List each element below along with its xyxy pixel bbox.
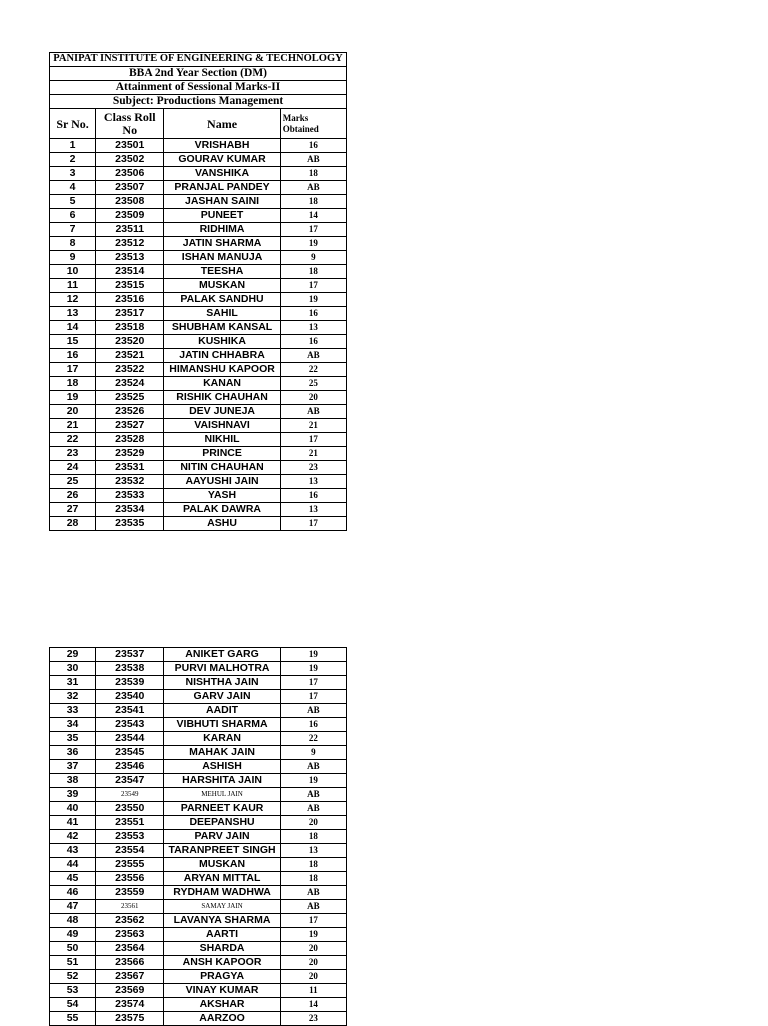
- name-cell: PRAGYA: [164, 970, 280, 984]
- marks-cell: 20: [280, 970, 346, 984]
- roll-no-cell: 23556: [96, 872, 164, 886]
- marks-cell: 13: [280, 321, 346, 335]
- sr-no-cell: 50: [50, 942, 96, 956]
- marks-cell: 20: [280, 942, 346, 956]
- sr-no-cell: 36: [50, 746, 96, 760]
- name-cell: DEV JUNEJA: [164, 405, 280, 419]
- marks-cell: 21: [280, 419, 346, 433]
- table-row: [50, 167, 347, 181]
- sr-no-cell: 22: [50, 433, 96, 447]
- marks-cell: 17: [280, 433, 346, 447]
- table-row: [50, 251, 347, 265]
- sr-no-cell: 37: [50, 760, 96, 774]
- roll-no-cell: 23541: [96, 704, 164, 718]
- sheet-title: Attainment of Sessional Marks-II: [50, 81, 347, 95]
- table-row: [50, 816, 347, 830]
- name-cell: NITIN CHAUHAN: [164, 461, 280, 475]
- name-cell: JASHAN SAINI: [164, 195, 280, 209]
- marks-table-part-2: [49, 647, 347, 1026]
- roll-no-cell: 23566: [96, 956, 164, 970]
- table-row: [50, 956, 347, 970]
- marks-cell: 9: [280, 251, 346, 265]
- table-row: [50, 517, 347, 531]
- roll-no-cell: 23501: [96, 139, 164, 153]
- subject-name: Subject: Productions Management: [50, 95, 347, 109]
- sr-no-cell: 39: [50, 788, 96, 802]
- table-row: [50, 872, 347, 886]
- name-cell: DEEPANSHU: [164, 816, 280, 830]
- table-row: [50, 914, 347, 928]
- sr-no-cell: 33: [50, 704, 96, 718]
- name-cell: NIKHIL: [164, 433, 280, 447]
- roll-no-cell: 23575: [96, 1012, 164, 1026]
- sr-no-cell: 20: [50, 405, 96, 419]
- roll-no-cell: 23526: [96, 405, 164, 419]
- name-cell: JATIN SHARMA: [164, 237, 280, 251]
- table-row: [50, 802, 347, 816]
- sr-no-cell: 29: [50, 648, 96, 662]
- marks-cell: 11: [280, 984, 346, 998]
- marks-cell: AB: [280, 181, 346, 195]
- table-row: [50, 475, 347, 489]
- marks-cell: 22: [280, 732, 346, 746]
- table-row: [50, 405, 347, 419]
- name-cell: ISHAN MANUJA: [164, 251, 280, 265]
- marks-cell: 22: [280, 363, 346, 377]
- name-cell: VRISHABH: [164, 139, 280, 153]
- marks-cell: 17: [280, 676, 346, 690]
- marks-cell: AB: [280, 886, 346, 900]
- roll-no-cell: 23563: [96, 928, 164, 942]
- marks-cell: 21: [280, 447, 346, 461]
- roll-no-cell: 23516: [96, 293, 164, 307]
- name-cell: AADIT: [164, 704, 280, 718]
- sr-no-cell: 18: [50, 377, 96, 391]
- marks-cell: 16: [280, 307, 346, 321]
- name-cell: SHUBHAM KANSAL: [164, 321, 280, 335]
- col-header-name: Name: [164, 109, 280, 139]
- table-row: [50, 153, 347, 167]
- marks-cell: 18: [280, 830, 346, 844]
- roll-no-cell: 23539: [96, 676, 164, 690]
- table-row: [50, 209, 347, 223]
- table-row: [50, 788, 347, 802]
- table-row: [50, 732, 347, 746]
- sr-no-cell: 5: [50, 195, 96, 209]
- name-cell: HIMANSHU KAPOOR: [164, 363, 280, 377]
- sr-no-cell: 23: [50, 447, 96, 461]
- name-cell: TARANPREET SINGH: [164, 844, 280, 858]
- table-row: [50, 377, 347, 391]
- sr-no-cell: 51: [50, 956, 96, 970]
- table-row: [50, 998, 347, 1012]
- sr-no-cell: 47: [50, 900, 96, 914]
- roll-no-cell: 23561: [96, 900, 164, 914]
- sr-no-cell: 17: [50, 363, 96, 377]
- table-row: [50, 760, 347, 774]
- roll-no-cell: 23508: [96, 195, 164, 209]
- marks-cell: 23: [280, 1012, 346, 1026]
- name-cell: AKSHAR: [164, 998, 280, 1012]
- marks-cell: 19: [280, 237, 346, 251]
- table-row: [50, 942, 347, 956]
- marks-cell: 14: [280, 209, 346, 223]
- marks-cell: 9: [280, 746, 346, 760]
- marks-cell: AB: [280, 349, 346, 363]
- sr-no-cell: 1: [50, 139, 96, 153]
- roll-no-cell: 23537: [96, 648, 164, 662]
- marks-cell: 13: [280, 503, 346, 517]
- table-row: [50, 886, 347, 900]
- sr-no-cell: 42: [50, 830, 96, 844]
- marks-cell: AB: [280, 802, 346, 816]
- name-cell: MUSKAN: [164, 858, 280, 872]
- roll-no-cell: 23533: [96, 489, 164, 503]
- marks-cell: 17: [280, 517, 346, 531]
- marks-cell: 19: [280, 293, 346, 307]
- name-cell: AARZOO: [164, 1012, 280, 1026]
- name-cell: PRINCE: [164, 447, 280, 461]
- table-row: [50, 335, 347, 349]
- table-row: [50, 503, 347, 517]
- sr-no-cell: 54: [50, 998, 96, 1012]
- class-section: BBA 2nd Year Section (DM): [50, 67, 347, 81]
- table-row: [50, 363, 347, 377]
- sr-no-cell: 13: [50, 307, 96, 321]
- roll-no-cell: 23551: [96, 816, 164, 830]
- table-row: [50, 662, 347, 676]
- sr-no-cell: 24: [50, 461, 96, 475]
- name-cell: NISHTHA JAIN: [164, 676, 280, 690]
- name-cell: MUSKAN: [164, 279, 280, 293]
- name-cell: VAISHNAVI: [164, 419, 280, 433]
- col-header-sr-no: Sr No.: [50, 109, 96, 139]
- name-cell: GARV JAIN: [164, 690, 280, 704]
- table-row: [50, 139, 347, 153]
- marks-cell: 19: [280, 928, 346, 942]
- sr-no-cell: 49: [50, 928, 96, 942]
- marks-cell: 16: [280, 489, 346, 503]
- table-row: [50, 970, 347, 984]
- table-row: [50, 984, 347, 998]
- name-cell: ASHISH: [164, 760, 280, 774]
- name-cell: PALAK SANDHU: [164, 293, 280, 307]
- marks-cell: 13: [280, 844, 346, 858]
- sr-no-cell: 8: [50, 237, 96, 251]
- roll-no-cell: 23521: [96, 349, 164, 363]
- roll-no-cell: 23567: [96, 970, 164, 984]
- name-cell: TEESHA: [164, 265, 280, 279]
- roll-no-cell: 23564: [96, 942, 164, 956]
- name-cell: RISHIK CHAUHAN: [164, 391, 280, 405]
- sr-no-cell: 28: [50, 517, 96, 531]
- roll-no-cell: 23534: [96, 503, 164, 517]
- name-cell: KANAN: [164, 377, 280, 391]
- roll-no-cell: 23554: [96, 844, 164, 858]
- marks-cell: AB: [280, 900, 346, 914]
- sr-no-cell: 10: [50, 265, 96, 279]
- table-row: [50, 391, 347, 405]
- marks-cell: 20: [280, 391, 346, 405]
- name-cell: GOURAV KUMAR: [164, 153, 280, 167]
- sr-no-cell: 53: [50, 984, 96, 998]
- sr-no-cell: 19: [50, 391, 96, 405]
- marks-cell: 20: [280, 956, 346, 970]
- sr-no-cell: 6: [50, 209, 96, 223]
- roll-no-cell: 23524: [96, 377, 164, 391]
- roll-no-cell: 23538: [96, 662, 164, 676]
- marks-cell: 14: [280, 998, 346, 1012]
- table-row: [50, 830, 347, 844]
- sr-no-cell: 26: [50, 489, 96, 503]
- table-row: [50, 844, 347, 858]
- name-cell: PUNEET: [164, 209, 280, 223]
- roll-no-cell: 23569: [96, 984, 164, 998]
- roll-no-cell: 23512: [96, 237, 164, 251]
- sr-no-cell: 52: [50, 970, 96, 984]
- marks-cell: 17: [280, 914, 346, 928]
- roll-no-cell: 23506: [96, 167, 164, 181]
- marks-table-part-1: [49, 52, 347, 531]
- name-cell: SHARDA: [164, 942, 280, 956]
- roll-no-cell: 23525: [96, 391, 164, 405]
- marks-cell: 18: [280, 265, 346, 279]
- roll-no-cell: 23520: [96, 335, 164, 349]
- sr-no-cell: 4: [50, 181, 96, 195]
- name-cell: PARNEET KAUR: [164, 802, 280, 816]
- marks-cell: AB: [280, 405, 346, 419]
- sr-no-cell: 41: [50, 816, 96, 830]
- roll-no-cell: 23532: [96, 475, 164, 489]
- roll-no-cell: 23549: [96, 788, 164, 802]
- sr-no-cell: 43: [50, 844, 96, 858]
- name-cell: RIDHIMA: [164, 223, 280, 237]
- name-cell: VANSHIKA: [164, 167, 280, 181]
- table-row: [50, 279, 347, 293]
- marks-cell: AB: [280, 153, 346, 167]
- sr-no-cell: 21: [50, 419, 96, 433]
- marks-cell: 19: [280, 662, 346, 676]
- col-header-marks-obtained: Marks Obtained: [280, 109, 346, 139]
- marks-cell: 17: [280, 690, 346, 704]
- name-cell: ANIKET GARG: [164, 648, 280, 662]
- sr-no-cell: 45: [50, 872, 96, 886]
- table-row: [50, 349, 347, 363]
- table-row: [50, 858, 347, 872]
- sr-no-cell: 40: [50, 802, 96, 816]
- name-cell: AARTI: [164, 928, 280, 942]
- name-cell: PALAK DAWRA: [164, 503, 280, 517]
- marks-cell: 18: [280, 195, 346, 209]
- sr-no-cell: 9: [50, 251, 96, 265]
- table-row: [50, 419, 347, 433]
- table-row: [50, 704, 347, 718]
- roll-no-cell: 23531: [96, 461, 164, 475]
- name-cell: MAHAK JAIN: [164, 746, 280, 760]
- table-row: [50, 746, 347, 760]
- sr-no-cell: 34: [50, 718, 96, 732]
- marks-cell: 20: [280, 816, 346, 830]
- sr-no-cell: 30: [50, 662, 96, 676]
- name-cell: LAVANYA SHARMA: [164, 914, 280, 928]
- table-row: [50, 223, 347, 237]
- name-cell: PARV JAIN: [164, 830, 280, 844]
- sr-no-cell: 14: [50, 321, 96, 335]
- marks-cell: 19: [280, 774, 346, 788]
- marks-cell: 18: [280, 872, 346, 886]
- sr-no-cell: 55: [50, 1012, 96, 1026]
- sr-no-cell: 48: [50, 914, 96, 928]
- roll-no-cell: 23540: [96, 690, 164, 704]
- roll-no-cell: 23527: [96, 419, 164, 433]
- sr-no-cell: 31: [50, 676, 96, 690]
- name-cell: MEHUL JAIN: [164, 788, 280, 802]
- name-cell: VINAY KUMAR: [164, 984, 280, 998]
- roll-no-cell: 23559: [96, 886, 164, 900]
- name-cell: YASH: [164, 489, 280, 503]
- roll-no-cell: 23543: [96, 718, 164, 732]
- roll-no-cell: 23550: [96, 802, 164, 816]
- table-row: [50, 447, 347, 461]
- roll-no-cell: 23547: [96, 774, 164, 788]
- sr-no-cell: 15: [50, 335, 96, 349]
- name-cell: PRANJAL PANDEY: [164, 181, 280, 195]
- roll-no-cell: 23546: [96, 760, 164, 774]
- sr-no-cell: 27: [50, 503, 96, 517]
- name-cell: ASHU: [164, 517, 280, 531]
- table-row: [50, 195, 347, 209]
- sr-no-cell: 38: [50, 774, 96, 788]
- table-row: [50, 237, 347, 251]
- sr-no-cell: 35: [50, 732, 96, 746]
- sr-no-cell: 3: [50, 167, 96, 181]
- name-cell: KARAN: [164, 732, 280, 746]
- roll-no-cell: 23502: [96, 153, 164, 167]
- sr-no-cell: 11: [50, 279, 96, 293]
- table-row: [50, 928, 347, 942]
- name-cell: JATIN CHHABRA: [164, 349, 280, 363]
- name-cell: ARYAN MITTAL: [164, 872, 280, 886]
- marks-cell: 16: [280, 335, 346, 349]
- roll-no-cell: 23507: [96, 181, 164, 195]
- name-cell: SAHIL: [164, 307, 280, 321]
- table-row: [50, 676, 347, 690]
- marks-cell: AB: [280, 788, 346, 802]
- roll-no-cell: 23562: [96, 914, 164, 928]
- marks-cell: 18: [280, 858, 346, 872]
- roll-no-cell: 23535: [96, 517, 164, 531]
- table-row: [50, 648, 347, 662]
- roll-no-cell: 23518: [96, 321, 164, 335]
- col-header-class-roll-no: Class Roll No: [96, 109, 164, 139]
- table-row: [50, 321, 347, 335]
- name-cell: PURVI MALHOTRA: [164, 662, 280, 676]
- table-row: [50, 293, 347, 307]
- roll-no-cell: 23574: [96, 998, 164, 1012]
- marks-cell: AB: [280, 704, 346, 718]
- roll-no-cell: 23555: [96, 858, 164, 872]
- table-row: [50, 489, 347, 503]
- roll-no-cell: 23509: [96, 209, 164, 223]
- sr-no-cell: 32: [50, 690, 96, 704]
- table-row: [50, 718, 347, 732]
- sr-no-cell: 46: [50, 886, 96, 900]
- roll-no-cell: 23514: [96, 265, 164, 279]
- table-row: [50, 265, 347, 279]
- table-row: [50, 1012, 347, 1026]
- roll-no-cell: 23517: [96, 307, 164, 321]
- roll-no-cell: 23513: [96, 251, 164, 265]
- name-cell: SAMAY JAIN: [164, 900, 280, 914]
- name-cell: RYDHAM WADHWA: [164, 886, 280, 900]
- sr-no-cell: 12: [50, 293, 96, 307]
- marks-cell: 17: [280, 279, 346, 293]
- roll-no-cell: 23545: [96, 746, 164, 760]
- table-row: [50, 433, 347, 447]
- roll-no-cell: 23544: [96, 732, 164, 746]
- marks-cell: 17: [280, 223, 346, 237]
- roll-no-cell: 23529: [96, 447, 164, 461]
- marks-cell: 23: [280, 461, 346, 475]
- roll-no-cell: 23553: [96, 830, 164, 844]
- sr-no-cell: 2: [50, 153, 96, 167]
- marks-cell: 16: [280, 718, 346, 732]
- roll-no-cell: 23528: [96, 433, 164, 447]
- marks-cell: 19: [280, 648, 346, 662]
- table-row: [50, 774, 347, 788]
- sr-no-cell: 44: [50, 858, 96, 872]
- table-row: [50, 461, 347, 475]
- name-cell: AAYUSHI JAIN: [164, 475, 280, 489]
- roll-no-cell: 23515: [96, 279, 164, 293]
- table-row: [50, 900, 347, 914]
- roll-no-cell: 23511: [96, 223, 164, 237]
- sr-no-cell: 25: [50, 475, 96, 489]
- roll-no-cell: 23522: [96, 363, 164, 377]
- name-cell: ANSH KAPOOR: [164, 956, 280, 970]
- marks-cell: 25: [280, 377, 346, 391]
- table-row: [50, 690, 347, 704]
- table-row: [50, 181, 347, 195]
- marks-cell: 16: [280, 139, 346, 153]
- marks-cell: 13: [280, 475, 346, 489]
- name-cell: HARSHITA JAIN: [164, 774, 280, 788]
- table-row: [50, 307, 347, 321]
- sr-no-cell: 16: [50, 349, 96, 363]
- name-cell: VIBHUTI SHARMA: [164, 718, 280, 732]
- sr-no-cell: 7: [50, 223, 96, 237]
- marks-cell: AB: [280, 760, 346, 774]
- institute-name: PANIPAT INSTITUTE OF ENGINEERING & TECHNOLOGY: [50, 53, 347, 67]
- marks-cell: 18: [280, 167, 346, 181]
- name-cell: KUSHIKA: [164, 335, 280, 349]
